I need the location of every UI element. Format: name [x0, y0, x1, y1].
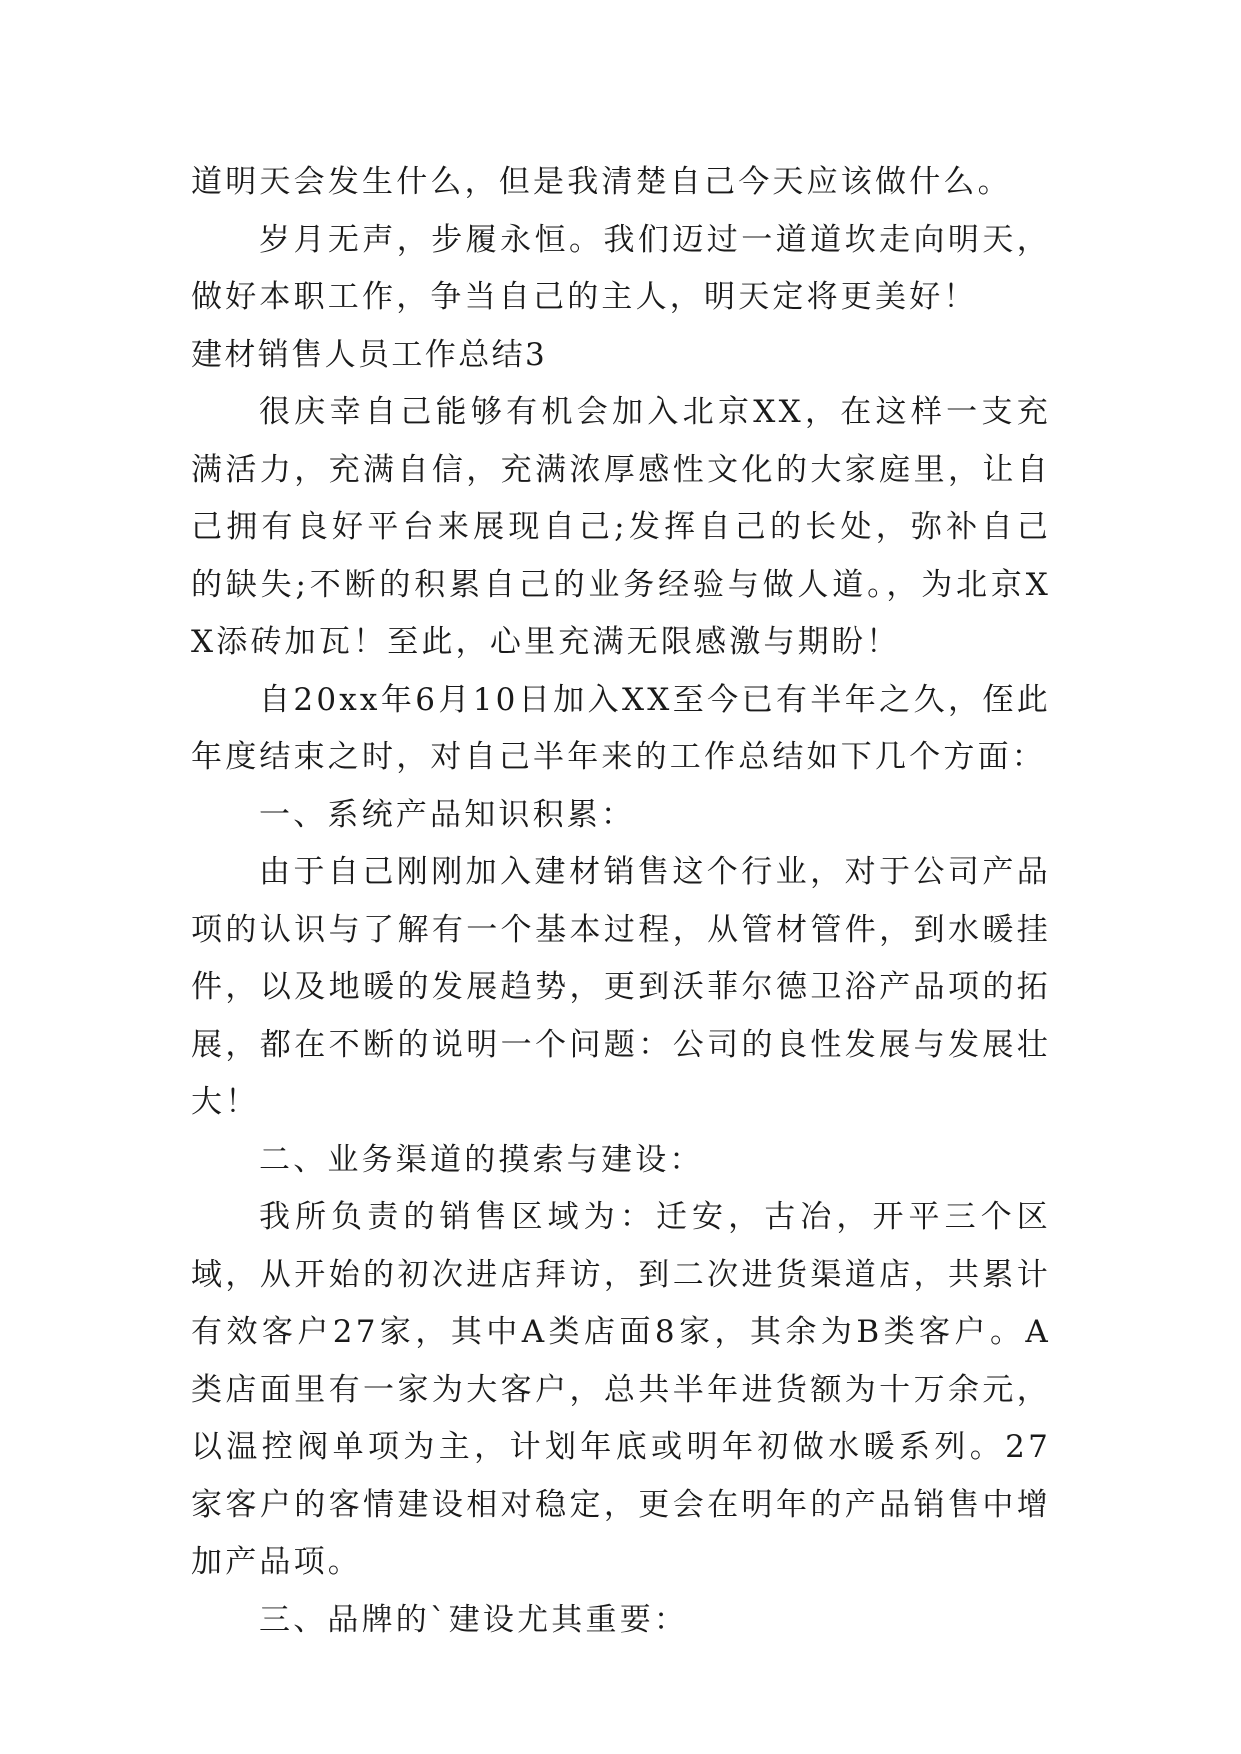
paragraph-1: 道明天会发生什么，但是我清楚自己今天应该做什么。 [191, 164, 1012, 200]
subheading-3: 三、品牌的`建设尤其重要： [259, 1601, 689, 1638]
paragraph-3: 很庆幸自己能够有机会加入北京XX，在这样一支充满活力，充满自信，充满浓厚感性文化的大家庭里，让自己拥有良好平台来展现自己;发挥自己的长处，弥补自己的缺失;不断的积累自己的业务经验与做人道。，为北京XX添砖加瓦！至此，心里充满无限感激与期盼！ [191, 394, 1051, 660]
subheading-2: 二、业务渠道的摸索与建设： [259, 1141, 704, 1178]
paragraph-4: 自20xx年6月10日加入XX至今已有半年之久，侄此年度结束之时，对自己半年来的工作总结如下几个方面： [191, 681, 1051, 775]
paragraph-5: 由于自己刚刚加入建材销售这个行业，对于公司产品项的认识与了解有一个基本过程，从管材管件，到水暖挂件，以及地暖的发展趋势，更到沃菲尔德卫浴产品项的拓展，都在不断的说明一个问题：公司的良性发展与发展壮大！ [191, 854, 1051, 1120]
section-heading: 建材销售人员工作总结3 [191, 336, 548, 373]
paragraph-2: 岁月无声，步履永恒。我们迈过一道道坎走向明天，做好本职工作，争当自己的主人，明天定将更美好！ [191, 221, 1051, 315]
document-body [191, 154, 1051, 1649]
subheading-1: 一、系统产品知识积累： [259, 796, 636, 833]
paragraph-6: 我所负责的销售区域为：迁安，古冶，开平三个区域，从开始的初次进店拜访，到二次进货渠道店，共累计有效客户27家，其中A类店面8家，其余为B类客户。A类店面里有一家为大客户，总共半年进货额为十万余元，以温控阀单项为主，计划年底或明年初做水暖系列。27家客户的客情建设相对稳定，更会在明年的产品销售中增加产品项。 [191, 1199, 1051, 1580]
